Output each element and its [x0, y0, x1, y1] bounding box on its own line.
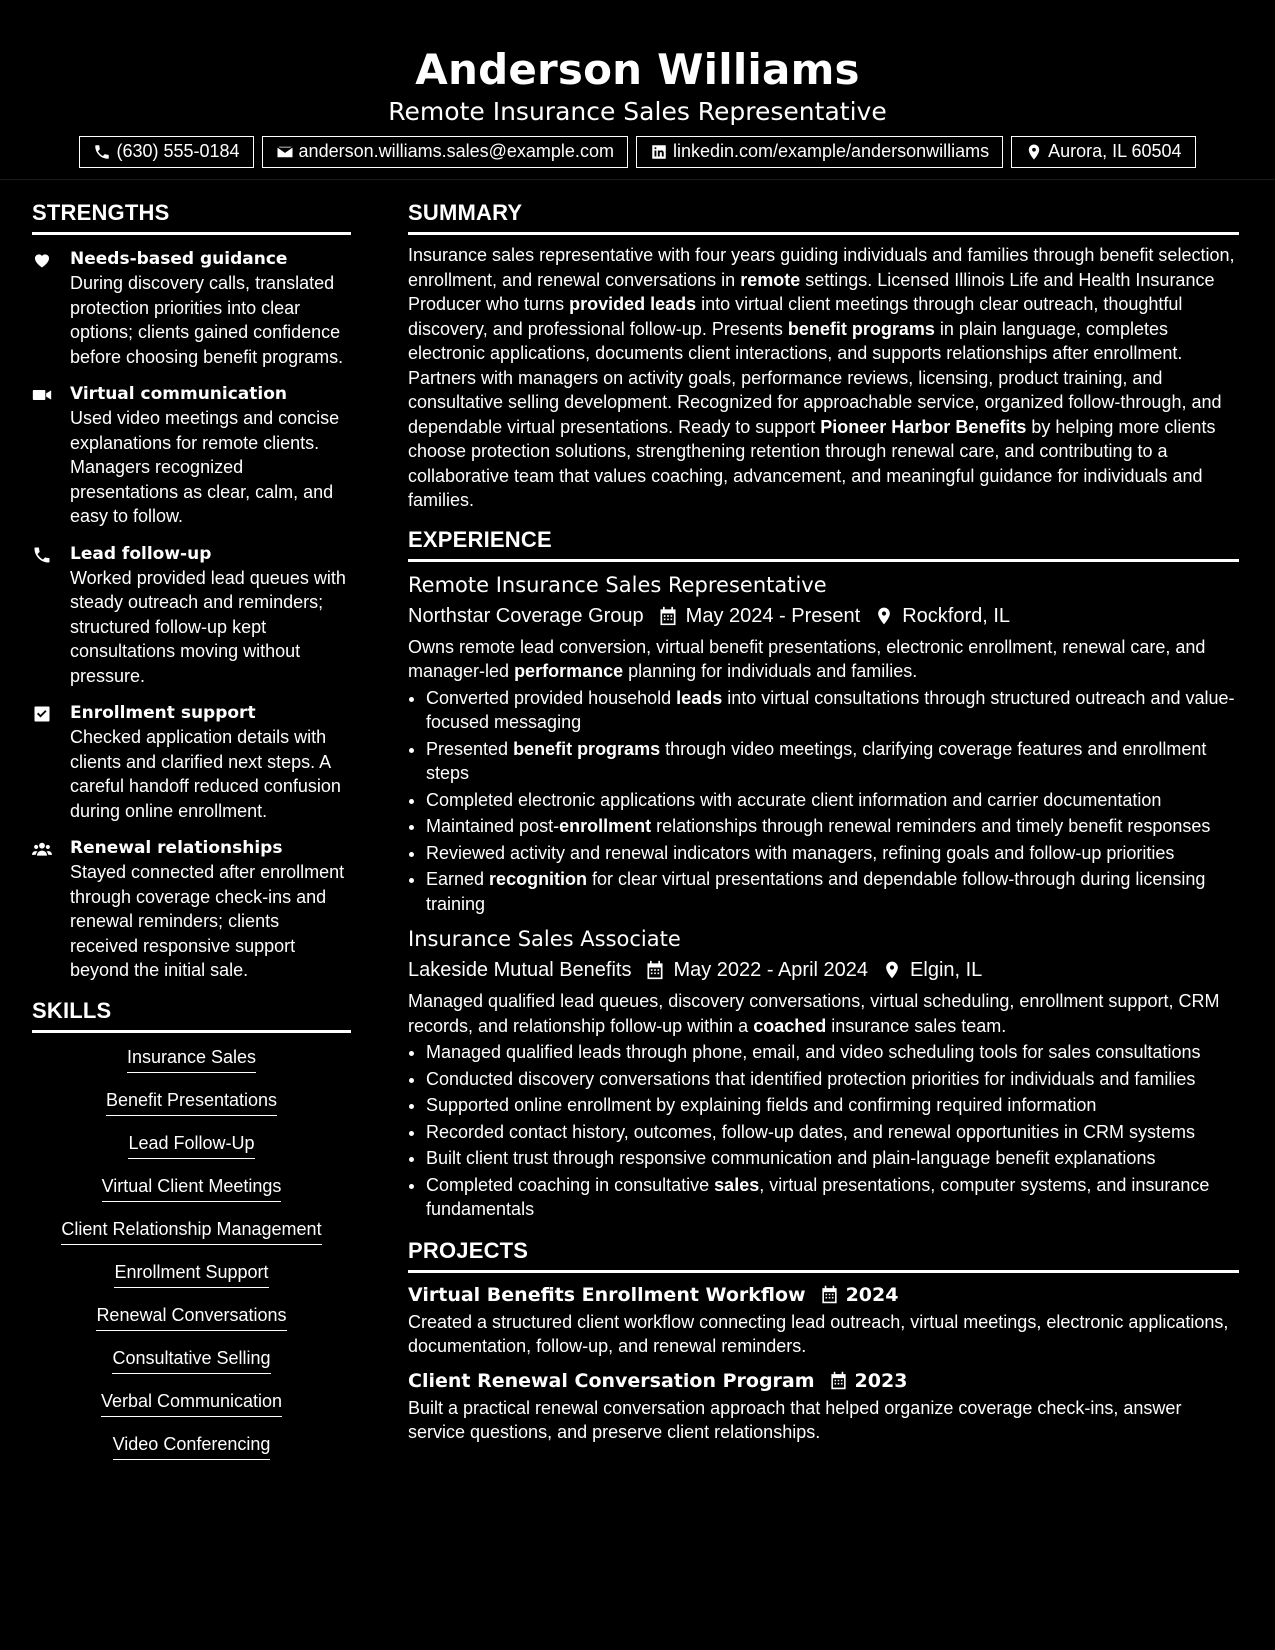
strength-desc: Worked provided lead queues with steady outreach and reminders; structured follow-up kept consultations moving without pressure. [70, 567, 346, 686]
strength-desc: During discovery calls, translated protection priorities into clear options; clients gained confidence before choosing benefit programs. [70, 273, 344, 367]
contact-bar [0, 136, 1275, 168]
emphasis-text: benefit programs [787, 318, 935, 339]
calendar-icon [658, 606, 678, 626]
job-bullets [408, 1040, 1239, 1222]
right-column [408, 198, 1239, 1445]
contact-location [1011, 136, 1195, 168]
strength-title: Virtual communication [70, 384, 288, 404]
skill-tag: Virtual Client Meetings [102, 1174, 282, 1202]
calendar-icon [645, 960, 665, 980]
header-divider [0, 179, 1275, 180]
users-icon [32, 839, 52, 859]
projects-heading: PROJECTS [408, 1236, 1239, 1273]
skill-tag: Enrollment Support [114, 1260, 268, 1288]
strength-item [32, 542, 351, 689]
job-bullet: • Completed coaching in consultative sales, virtual presentations, computer systems, and insurance fundamentals [426, 1173, 1239, 1222]
strength-title: Renewal relationships [70, 838, 283, 858]
job-title: Remote Insurance Sales Representative [408, 572, 827, 597]
project-title-row [408, 1281, 1239, 1309]
emphasis-text: recognition [489, 869, 588, 889]
strength-desc: Checked application details with clients and clarified next steps. A careful handoff reduced confusion during online enrollment. [70, 727, 341, 821]
job-bullet: • Built client trust through responsive communication and plain-language benefit explanations [426, 1146, 1239, 1171]
skill-tag: Lead Follow-Up [128, 1131, 254, 1159]
strength-title: Enrollment support [70, 703, 256, 723]
project-title: Virtual Benefits Enrollment Workflow [408, 1283, 806, 1306]
emphasis-text: sales [714, 1174, 760, 1195]
project-year: 2023 [854, 1369, 908, 1392]
linkedin-icon [650, 143, 668, 161]
project-desc: Built a practical renewal conversation approach that helped organize coverage check-ins, answer service questions, and preserve client relationships. [408, 1397, 1182, 1442]
resume-header [0, 0, 1275, 168]
map-marker-icon [882, 960, 902, 980]
job-bullet: • Presented benefit programs through video meetings, clarifying coverage features and enrollment steps [426, 737, 1239, 786]
video-camera-icon [32, 385, 52, 405]
emphasis-text: leads [676, 687, 723, 708]
summary-heading: SUMMARY [408, 198, 1239, 235]
calendar-icon [820, 1285, 839, 1304]
candidate-title: Remote Insurance Sales Representative [388, 97, 887, 126]
map-marker-icon [1025, 143, 1043, 161]
heart-icon [32, 250, 52, 270]
job-bullet: • Managed qualified leads through phone, email, and video scheduling tools for sales consultations [426, 1040, 1239, 1065]
skill-tag: Verbal Communication [101, 1389, 282, 1417]
skill-tag: Video Conferencing [113, 1432, 271, 1460]
job-bullet: • Supported online enrollment by explaining fields and confirming required information [426, 1093, 1239, 1118]
strengths-heading: STRENGTHS [32, 198, 351, 235]
skill-tag: Benefit Presentations [106, 1088, 277, 1116]
project-year: 2024 [845, 1283, 899, 1306]
project-entry [408, 1281, 1239, 1359]
job-bullet: • Completed electronic applications with accurate client information and carrier documentation [426, 788, 1239, 813]
contact-email[interactable] [262, 136, 628, 168]
emphasis-text: enrollment [559, 816, 652, 836]
envelope-icon [276, 143, 294, 161]
strength-item [32, 836, 351, 983]
emphasis-text: remote [740, 269, 801, 290]
left-column [32, 198, 351, 1475]
job-bullet: • Recorded contact history, outcomes, follow-up dates, and renewal opportunities in CRM systems [426, 1120, 1239, 1145]
experience-heading: EXPERIENCE [408, 525, 1239, 562]
contact-location-text: Aurora, IL 60504 [1048, 141, 1182, 161]
contact-linkedin[interactable] [636, 136, 1003, 168]
emphasis-text: provided leads [569, 294, 697, 314]
strength-desc: Stayed connected after enrollment through coverage check-ins and renewal reminders; clients received responsive support beyond the initial sale. [70, 862, 345, 980]
map-marker-icon [874, 606, 894, 626]
job-bullet: • Conducted discovery conversations that identified protection priorities for individuals and families [426, 1067, 1239, 1092]
contact-email-text: anderson.williams.sales@example.com [298, 141, 614, 161]
skill-tag: Consultative Selling [112, 1346, 270, 1374]
emphasis-text: Pioneer Harbor Benefits [820, 416, 1027, 437]
contact-phone[interactable] [79, 136, 253, 168]
job-description: Managed qualified lead queues, discovery conversations, virtual scheduling, enrollment support, CRM records, and relationship follow-up within a coached insurance sales team. [408, 991, 1220, 1036]
emphasis-text: coached [753, 1015, 827, 1036]
candidate-name: Anderson Williams [415, 45, 860, 94]
skill-tag: Client Relationship Management [61, 1217, 321, 1245]
job-company: Northstar Coverage Group [408, 604, 644, 627]
job-meta [408, 601, 1239, 631]
strengths-list [32, 247, 351, 983]
emphasis-text: performance [514, 661, 624, 681]
job-meta [408, 955, 1239, 985]
job-description: Owns remote lead conversion, virtual benefit presentations, electronic enrollment, renewal care, and manager-led performance planning for individuals and families. [408, 636, 1206, 681]
emphasis-text: benefit programs [513, 738, 661, 759]
skills-list [32, 1045, 351, 1475]
job-location: Elgin, IL [910, 959, 983, 981]
job-entry [408, 924, 1239, 1222]
strength-title: Lead follow-up [70, 543, 212, 564]
job-dates: May 2024 - Present [685, 604, 861, 627]
job-bullet: • Maintained post-enrollment relationships through renewal reminders and timely benefit responses [426, 814, 1239, 839]
job-bullets [408, 686, 1239, 917]
project-entry [408, 1367, 1239, 1445]
job-bullet: • Reviewed activity and renewal indicators with managers, refining goals and follow-up priorities [426, 841, 1239, 866]
project-title: Client Renewal Conversation Program [408, 1369, 815, 1392]
calendar-icon [829, 1371, 848, 1390]
strength-item [32, 382, 351, 529]
job-location: Rockford, IL [902, 604, 1011, 627]
project-title-row [408, 1367, 1239, 1395]
project-desc: Created a structured client workflow connecting lead outreach, virtual meetings, electronic applications, documentation, follow-up, and renewal reminders. [408, 1311, 1229, 1356]
phone-icon [93, 143, 111, 161]
strength-title: Needs-based guidance [70, 249, 288, 269]
summary-text: Insurance sales representative with four years guiding individuals and families through benefit selection, enrollment, and renewal conversations in remote settings. Licensed Illinois Life and Health Insurance Producer who turns provided leads into virtual client meetings through clear outreach, thoughtful discovery, and professional follow-up. Presents benefit programs in plain language, completes electronic applications, documents client interactions, and supports relationships after enrollment. Partners with managers on activity goals, performance reviews, licensing, product training, and consultative selling development. Recognized for approachable service, organized follow-through, and dependable virtual presentations. Ready to support Pioneer Harbor Benefits by helping more clients choose protection solutions, strengthening retention through renewal care, and contributing to a collaborative team that values coaching, advancement, and meaningful guidance for individuals and families. [408, 245, 1235, 510]
skill-tag: Renewal Conversations [96, 1303, 286, 1331]
skills-heading: SKILLS [32, 996, 351, 1033]
strength-desc: Used video meetings and concise explanations for remote clients. Managers recognized presentations as clear, calm, and easy to follow. [70, 408, 340, 526]
strength-item [32, 247, 351, 369]
strength-item [32, 701, 351, 823]
checkbox-icon [32, 704, 52, 724]
skill-tag: Insurance Sales [127, 1045, 256, 1073]
job-company: Lakeside Mutual Benefits [408, 959, 632, 981]
job-bullet: • Converted provided household leads into virtual consultations through structured outreach and value-focused messaging [426, 686, 1239, 735]
job-title: Insurance Sales Associate [408, 927, 681, 951]
contact-phone-text: (630) 555-0184 [116, 141, 240, 161]
job-entry [408, 570, 1239, 917]
phone-icon [32, 545, 52, 565]
job-dates: May 2022 - April 2024 [673, 959, 869, 981]
job-bullet: • Earned recognition for clear virtual presentations and dependable follow-through during licensing training [426, 867, 1239, 916]
contact-linkedin-text: linkedin.com/example/andersonwilliams [672, 141, 990, 161]
